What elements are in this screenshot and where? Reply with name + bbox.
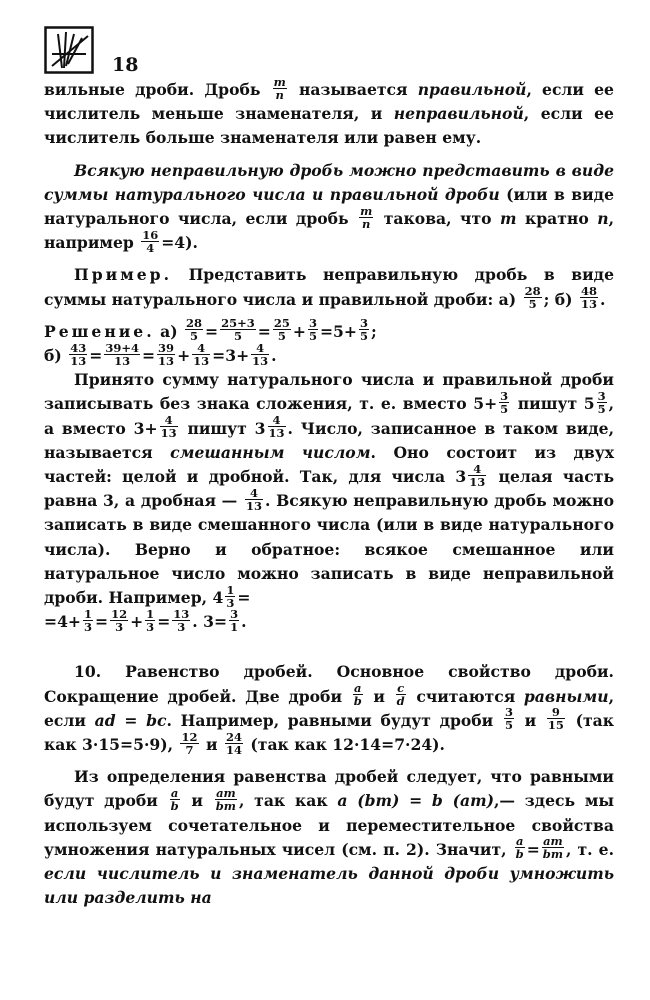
fraction — [160, 414, 178, 439]
text-fragment: пишут — [517, 394, 578, 414]
fraction — [542, 835, 564, 860]
text-fragment: = — [89, 346, 103, 366]
section-10 — [44, 660, 614, 757]
text-fragment: = — [95, 612, 109, 632]
text-fragment: 4 — [251, 342, 269, 355]
text-fragment: , например — [44, 209, 615, 253]
text-fragment: a — [515, 834, 524, 849]
text-fragment: 4 — [146, 240, 155, 255]
fraction — [141, 229, 159, 254]
text-fragment: = — [237, 588, 251, 608]
text-fragment: am — [216, 785, 236, 800]
text-fragment: , так как — [238, 791, 328, 811]
text-fragment: 39+4 — [105, 340, 139, 355]
text-fragment: a (bm) = b (am) — [337, 791, 494, 811]
textbook-page — [44, 26, 614, 911]
text-fragment: , если — [44, 686, 614, 730]
fraction — [220, 317, 256, 342]
text-fragment: . Например, равными будут дроби — [166, 710, 494, 730]
text-fragment: 1 — [226, 582, 235, 597]
text-fragment: 5 — [359, 329, 368, 344]
text-fragment: b — [170, 798, 179, 813]
text-fragment: =3+ — [212, 346, 250, 366]
text-fragment: 1 — [146, 606, 155, 621]
text-fragment: 5+ — [473, 394, 498, 414]
text-fragment: б) — [44, 346, 62, 366]
page-header — [44, 26, 614, 78]
text-fragment: 13 — [158, 353, 175, 368]
text-fragment: = — [141, 346, 156, 366]
text-fragment: неправильной — [393, 104, 524, 124]
text-fragment: c — [397, 681, 405, 696]
text-fragment: 3 — [359, 316, 368, 331]
text-fragment: 5 — [277, 329, 286, 344]
text-fragment: m — [273, 74, 286, 89]
text-fragment: 16 — [142, 227, 159, 242]
text-fragment: 3 — [115, 619, 124, 634]
text-fragment: и — [524, 710, 537, 730]
term-mixed-number: смешанным числом — [170, 442, 371, 462]
text-fragment: Из определения равенства дробей следует, что равными будут дроби — [44, 767, 614, 811]
equation-line — [44, 606, 614, 634]
section-emblem-icon — [44, 26, 94, 74]
text-fragment: 28 — [186, 316, 203, 331]
text-fragment: 48 — [580, 284, 597, 299]
fraction — [180, 731, 198, 756]
text-fragment: 5 — [583, 394, 595, 414]
text-fragment: 3 — [455, 467, 467, 487]
paragraph-definitions — [44, 74, 614, 151]
text-fragment: вильные дроби. Дробь — [44, 80, 261, 99]
text-fragment: Две дроби — [245, 686, 343, 706]
fraction — [69, 342, 87, 367]
text-fragment: 25+3 — [221, 316, 255, 331]
text-fragment: n — [362, 216, 371, 231]
fraction — [104, 342, 140, 367]
text-fragment: Принято сумму натурального числа и правильной дроби записывать без знака сложения, т. е. вместо — [44, 370, 614, 414]
text-fragment: 5 — [190, 329, 199, 344]
fraction — [192, 342, 210, 367]
text-fragment: 13 — [70, 353, 87, 368]
text-fragment: ad = bc — [94, 710, 167, 730]
text-fragment: bm — [215, 798, 236, 813]
text-fragment: , а вместо — [44, 394, 615, 438]
text-fragment: b — [515, 847, 524, 862]
text-fragment: , т. е. — [566, 839, 615, 859]
fraction — [580, 285, 598, 310]
text-fragment: 13 — [252, 353, 269, 368]
text-fragment: (так как 3·15=5·9), — [44, 710, 615, 755]
text-fragment: такова, что — [383, 209, 492, 229]
text-fragment: 3 — [597, 388, 606, 403]
text-fragment: 5 — [504, 718, 513, 733]
text-fragment: n — [275, 87, 284, 102]
text-fragment: 4 — [245, 487, 263, 500]
fraction — [273, 317, 291, 342]
text-fragment: n — [597, 209, 609, 229]
fraction — [359, 205, 373, 230]
fraction — [353, 682, 363, 707]
text-fragment: 13 — [114, 353, 131, 368]
fraction — [268, 414, 286, 439]
text-fragment: bm — [542, 847, 563, 862]
text-fragment: 24 — [225, 729, 242, 744]
text-fragment: 13 — [268, 426, 285, 441]
fraction — [83, 608, 93, 633]
fraction — [225, 584, 235, 609]
paragraph-theorem — [44, 159, 614, 256]
text-fragment: 3 — [308, 316, 317, 331]
text-fragment: 28 — [524, 284, 541, 299]
fraction — [110, 608, 128, 633]
solution-label: Решение. — [44, 321, 155, 341]
fraction — [359, 317, 369, 342]
text-fragment: = — [526, 839, 540, 859]
fraction — [170, 787, 180, 812]
text-fragment: 4 — [212, 588, 224, 608]
text-fragment: , если ее числитель больше знаменателя или равен ему. — [44, 104, 614, 148]
text-fragment: =4). — [161, 233, 198, 253]
text-fragment: + — [177, 346, 191, 366]
fraction — [468, 463, 486, 488]
text-fragment: + — [130, 612, 144, 632]
text-fragment: =4+ — [44, 612, 81, 632]
text-fragment: 13 — [193, 353, 210, 368]
text-fragment: 12 — [181, 729, 198, 744]
text-fragment: 39 — [158, 340, 175, 355]
fraction — [172, 608, 190, 633]
fraction — [245, 487, 263, 512]
text-fragment: . Число, записанное в таком виде, называется — [44, 418, 615, 462]
text-fragment: 1 — [83, 606, 92, 621]
text-fragment: а) — [160, 321, 178, 341]
fraction — [515, 835, 525, 860]
text-fragment: . 3= — [192, 612, 228, 632]
text-fragment: называется — [298, 80, 408, 99]
text-fragment: 4 — [160, 414, 178, 427]
text-fragment: 12 — [111, 606, 128, 621]
text-fragment: если числитель и знаменатель данной дроби умножить или разделить на — [44, 864, 614, 908]
text-fragment: и — [373, 686, 385, 706]
text-fragment: 15 — [547, 718, 564, 733]
fraction — [215, 787, 237, 812]
example-label: Пример. — [74, 265, 172, 285]
fraction — [547, 706, 565, 731]
text-fragment: . — [271, 346, 277, 366]
text-fragment: d — [396, 694, 405, 709]
text-fragment: (так как 12·14=7·24). — [250, 735, 445, 755]
paragraph-example — [44, 263, 614, 311]
paragraph-fraction-property — [44, 765, 614, 910]
fraction — [145, 608, 155, 633]
fraction — [308, 317, 318, 342]
text-fragment: 3 — [177, 619, 186, 634]
text-fragment: = — [257, 321, 271, 341]
text-fragment: = — [205, 321, 219, 341]
text-fragment: a — [353, 681, 362, 696]
text-fragment: 13 — [160, 426, 177, 441]
section-heading: 10. Равенство дробей. Основное свойство дроби. Сокращение дробей. — [44, 662, 614, 706]
text-fragment: 3 — [504, 705, 513, 720]
fraction — [185, 317, 203, 342]
text-fragment: =5+ — [319, 321, 357, 341]
text-fragment: am — [543, 834, 563, 849]
text-fragment: 3 — [146, 619, 155, 634]
text-fragment: и — [205, 735, 218, 755]
text-fragment: 3 — [500, 388, 509, 403]
text-fragment: 5 — [528, 297, 537, 312]
text-fragment: 43 — [70, 340, 87, 355]
text-fragment: ,— здесь мы используем сочетательное и переместительное свойства умножения натуральных чисел (см. п. 2). Значит, — [44, 791, 615, 859]
fraction — [225, 731, 243, 756]
text-fragment: кратно — [525, 209, 589, 229]
text-fragment: считаются — [416, 686, 516, 706]
text-fragment: 25 — [273, 316, 290, 331]
text-fragment: правильной — [417, 80, 527, 99]
text-fragment: 9 — [547, 706, 565, 719]
text-fragment: 5 — [308, 329, 317, 344]
text-fragment: 5 — [233, 329, 242, 344]
fraction — [597, 390, 607, 415]
fraction — [157, 342, 175, 367]
text-fragment: равными — [523, 686, 609, 706]
text-fragment: Всякую неправильную дробь можно представить в виде суммы натурального числа и правильной дроби — [44, 160, 614, 204]
text-fragment: Представить неправильную дробь в виде суммы натурального числа и правильной дроби: а) — [44, 265, 614, 309]
text-fragment: = — [157, 612, 171, 632]
fraction — [229, 608, 239, 633]
text-fragment: 5 — [500, 401, 509, 416]
text-fragment: m — [500, 209, 517, 229]
text-fragment: 14 — [225, 742, 242, 757]
text-fragment: целая часть равна 3, а дробная — — [44, 467, 615, 511]
text-fragment: 13 — [173, 606, 190, 621]
text-fragment: a — [170, 785, 179, 800]
text-fragment: . Всякую неправильную дробь можно записать в виде смешанного числа (или в виде натурального числа). Верно и обратное: всякое смешанное или натуральное число можно записать в виде неправильной дроби. Например, — [44, 491, 614, 608]
text-fragment: m — [360, 203, 373, 218]
page-body — [44, 74, 615, 911]
text-fragment: ; — [370, 321, 377, 341]
text-fragment: . Оно состоит из двух частей: целой и дробной. Так, для числа — [44, 442, 615, 487]
text-fragment: 4 — [268, 414, 286, 427]
text-fragment: , если ее числитель меньше знаменателя, и — [44, 80, 614, 124]
text-fragment: 7 — [185, 742, 194, 757]
text-fragment: 5 — [597, 401, 606, 416]
text-fragment: . — [241, 612, 247, 632]
fraction — [504, 706, 514, 731]
text-fragment: 1 — [230, 619, 239, 634]
text-fragment: . — [600, 289, 606, 309]
text-fragment: ; б) — [543, 289, 573, 309]
text-fragment: пишут — [187, 418, 247, 438]
paragraph-mixed-numbers — [44, 368, 614, 610]
text-fragment: 3 — [230, 606, 239, 621]
text-fragment: 3 — [83, 619, 92, 634]
text-fragment: 3 — [226, 595, 235, 610]
fraction — [524, 285, 542, 310]
text-fragment: 4 — [468, 463, 486, 476]
text-fragment: 3+ — [133, 418, 158, 438]
text-fragment: 4 — [192, 342, 210, 355]
solution-line-b — [44, 340, 614, 368]
text-fragment: 3 — [254, 418, 266, 438]
text-fragment: 13 — [245, 498, 262, 513]
page-number: 18 — [112, 54, 139, 76]
text-fragment: b — [353, 694, 362, 709]
text-fragment: 13 — [469, 474, 486, 489]
fraction — [251, 342, 269, 367]
text-fragment: + — [292, 321, 306, 341]
text-fragment: (или в виде натурального числа, если дробь — [44, 184, 614, 229]
text-fragment: 13 — [580, 297, 597, 312]
fraction — [396, 682, 406, 707]
fraction — [273, 76, 287, 101]
fraction — [499, 390, 509, 415]
text-fragment: и — [191, 791, 203, 811]
